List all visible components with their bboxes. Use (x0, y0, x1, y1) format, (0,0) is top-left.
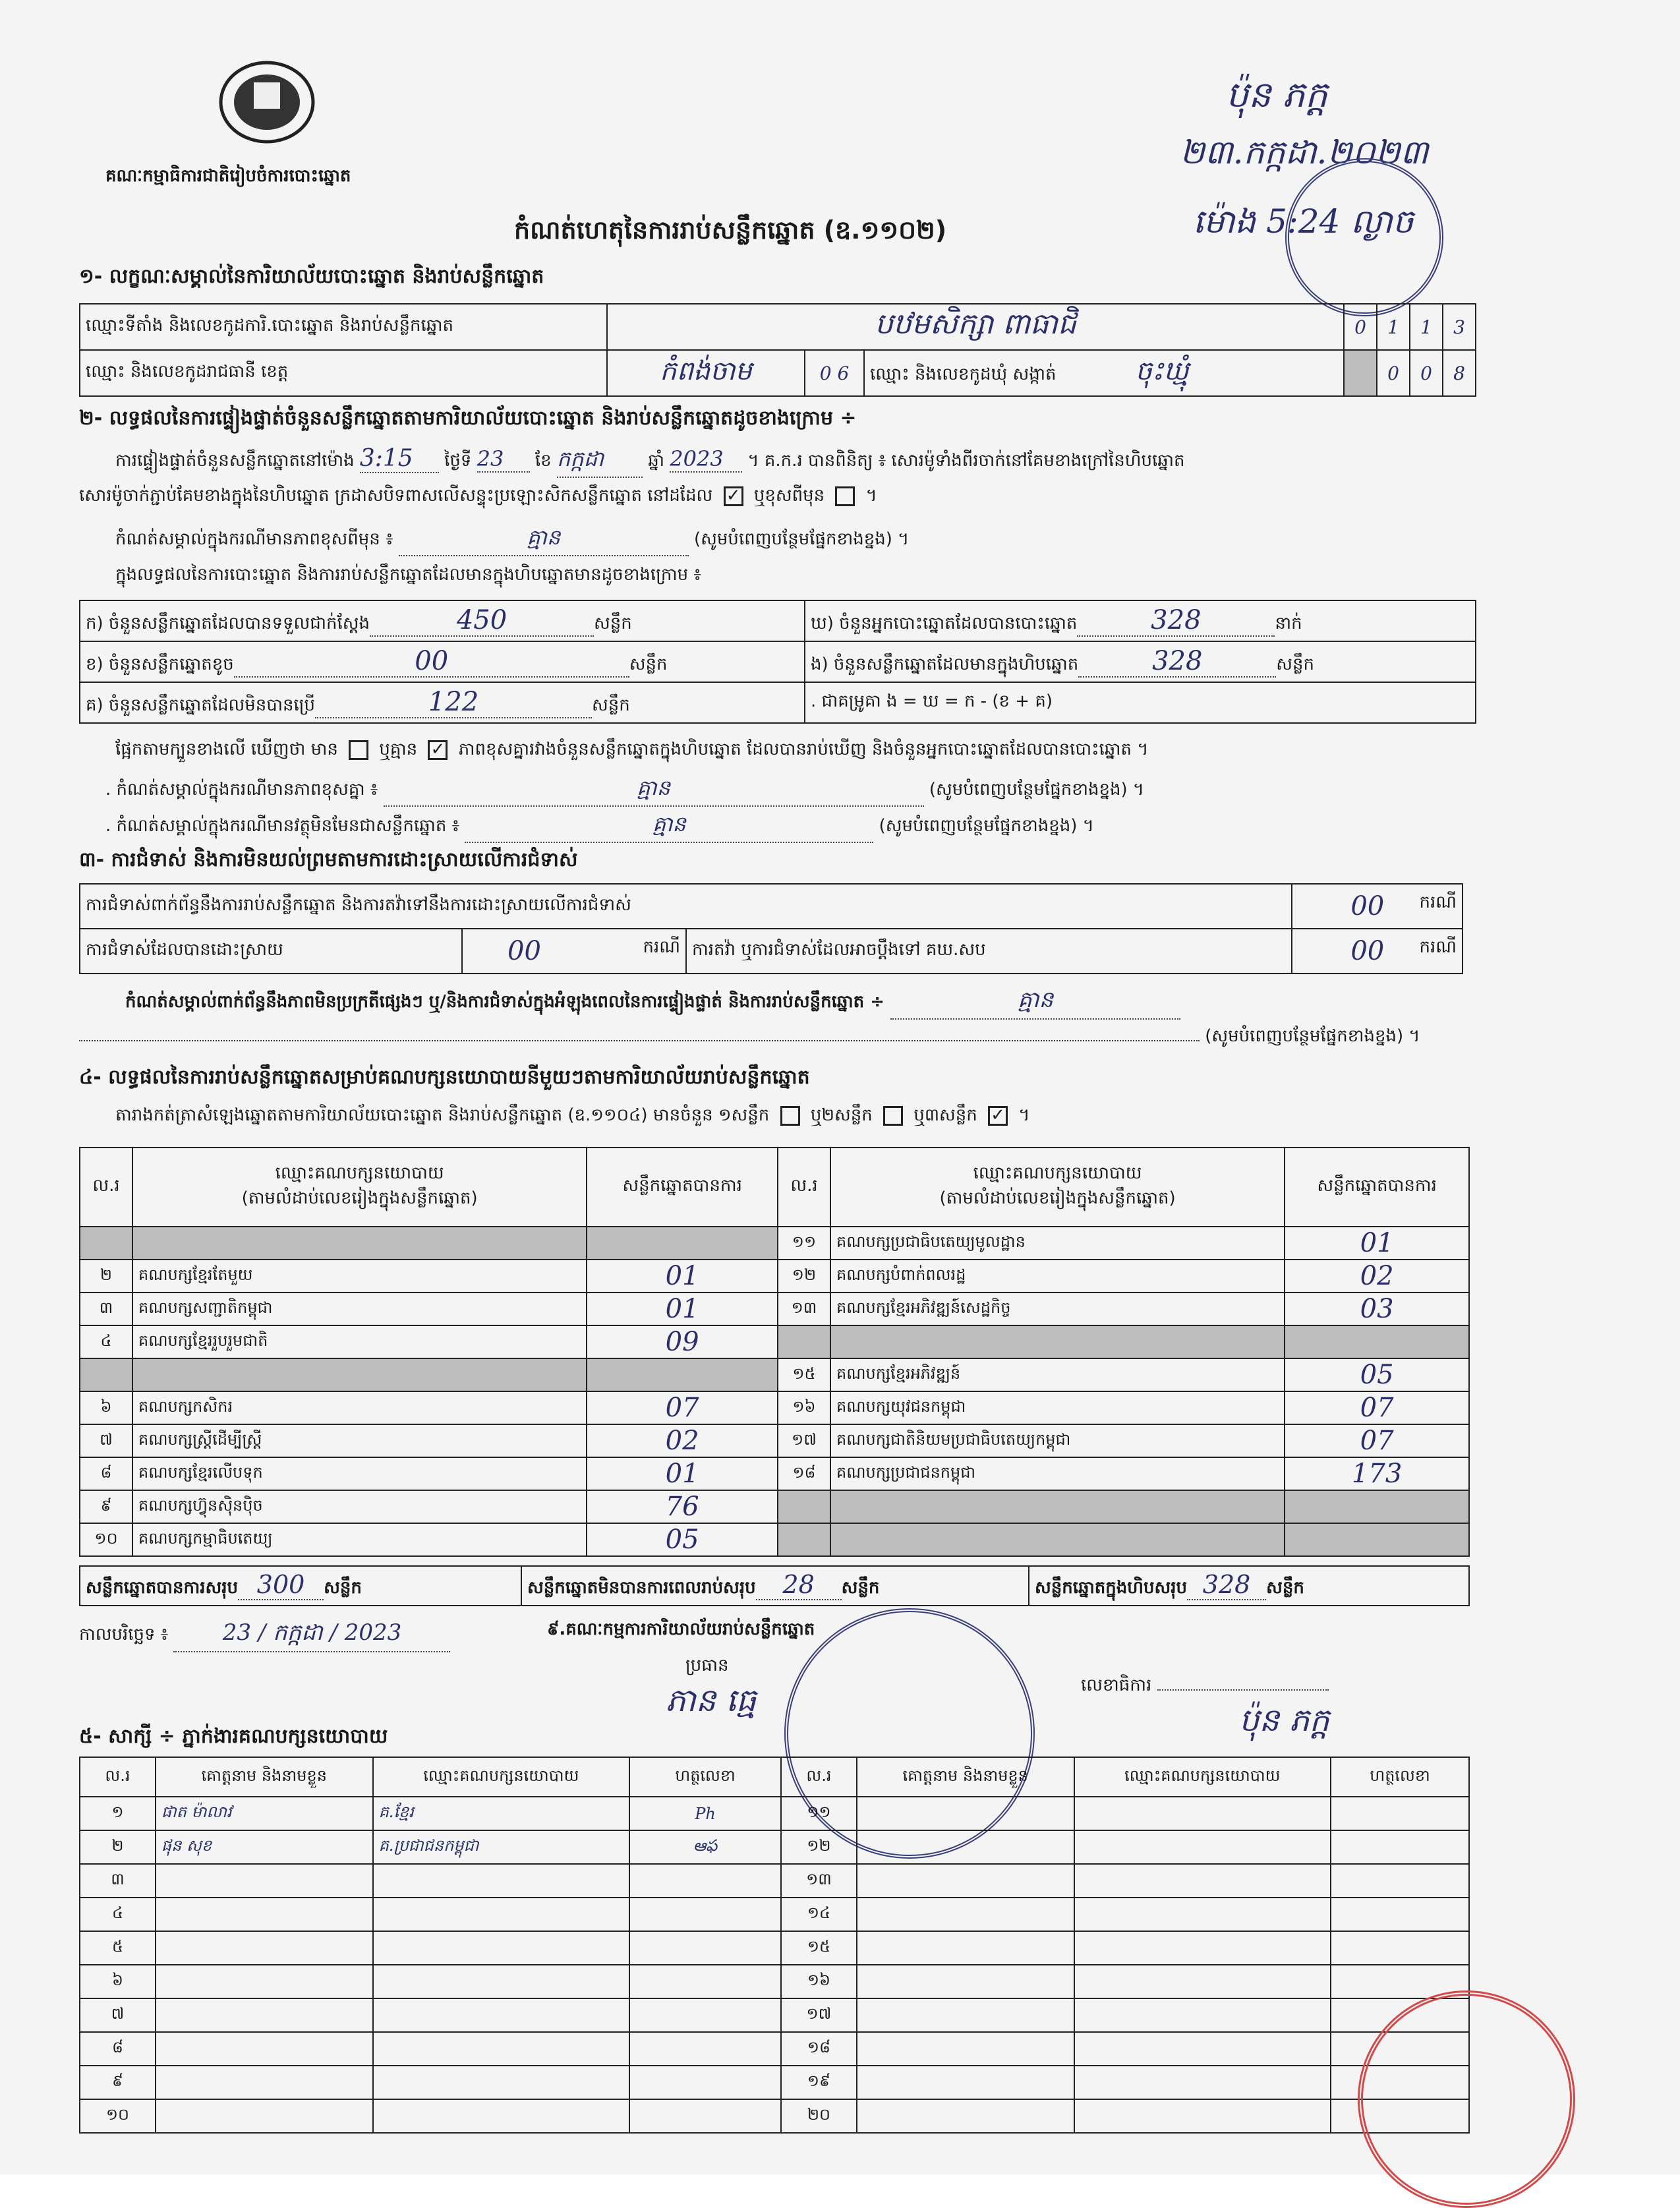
received-value: 450 (370, 605, 594, 637)
total-valid-value: 300 (238, 1570, 324, 1600)
has-discrepancy-checkbox[interactable] (349, 740, 368, 760)
formula: . ជាគម្រូគា ង = ឃ = ក - (ខ + គ) (805, 682, 1476, 723)
witness-name: ផាត ម៉ាលាវ (156, 1797, 373, 1830)
party-name: គណបក្សជាតិនិយមប្រជាធិបតេយ្យកម្ពុជា (830, 1424, 1285, 1457)
commune-label: ឈ្មោះ និងលេខកូដឃុំ សង្កាត់ (870, 364, 1057, 384)
witness-party (373, 1898, 630, 1931)
party-number: ៧ (80, 1424, 132, 1457)
verification-month: កក្កដា (557, 446, 643, 478)
witness-signature (629, 2066, 781, 2099)
witness-number: ១ (80, 1797, 156, 1830)
commune-code-digit: 0 (1410, 350, 1443, 396)
party-number: ៨ (80, 1457, 132, 1490)
col-party-sub: (តាមលំដាប់លេខរៀងក្នុងសន្លឹកឆ្នោត) (939, 1188, 1176, 1208)
party-votes (1285, 1325, 1469, 1358)
party-number: ២ (80, 1260, 132, 1293)
spoiled-label: ខ) ចំនួនសន្លឹកឆ្នោតខូច (86, 654, 234, 674)
witness-party (1074, 1931, 1331, 1965)
witness-number: ១២ (781, 1830, 857, 1864)
witness-name (156, 2099, 373, 2133)
verification-year: 2023 (670, 446, 742, 473)
party-number: ១៦ (778, 1391, 830, 1424)
same-checkbox[interactable]: ✓ (724, 486, 743, 506)
party-votes (1285, 1490, 1469, 1523)
province-code: 0 (819, 362, 832, 384)
witness-name (857, 2032, 1074, 2066)
witness-number: ១៥ (781, 1931, 857, 1965)
party-votes: 01 (1285, 1227, 1469, 1260)
party-votes: 02 (1285, 1260, 1469, 1293)
witness-party (1074, 1898, 1331, 1931)
witness-number: ១៦ (781, 1965, 857, 1998)
col-party: ឈ្មោះគណបក្សនយោបាយ (1074, 1757, 1331, 1797)
col-party: ឈ្មោះគណបក្សនយោបាយ (973, 1163, 1142, 1183)
witness-signature (629, 2032, 781, 2066)
discrepancy-line: ផ្អែកតាមក្បួនខាងលើ ឃើញថា មាន ឬគ្មាន ✓ ភាពខុសគ្នារវាងចំនួនសន្លឹកឆ្នោតក្នុងហិបឆ្នោត ដែលបានរាប់ឃើញ និងចំនួនអ្នកបោះឆ្នោតដែលបានបោះឆ្នោត ។ (115, 739, 1149, 759)
irregularity-hint: (សូមបំពេញបន្ថែមផ្នែកខាងខ្នង) ។ (1205, 1026, 1420, 1046)
witness-number: ១០ (80, 2099, 156, 2133)
col-signature: ហត្ថលេខា (629, 1757, 781, 1797)
witness-name (156, 1965, 373, 1998)
col-no: ល.រ (778, 1148, 830, 1227)
col-party-sub: (តាមលំដាប់លេខរៀងក្នុងសន្លឹកឆ្នោត) (241, 1188, 478, 1208)
witness-party (373, 1998, 630, 2032)
complaints-table: ការជំទាស់ពាក់ព័ន្ធនឹងការរាប់សន្លឹកឆ្នោត និងការតវ៉ាទៅនឹងការដោះស្រាយលើការជំទាស់ 00 ករណី ការជំទាស់ដែលបានដោះស្រាយ 00 ករណី ការតវ៉ា ឬការជំទាស់ដែលអាចប្តឹងទៅ គឃ.សប 00 ករណី (79, 883, 1463, 974)
witness-name (857, 1965, 1074, 1998)
witness-party (1074, 2032, 1331, 2066)
party-name (132, 1358, 587, 1391)
handwritten-date: ២៣.កក្កដា.២០២៣ (1180, 133, 1429, 171)
secretary-signature: ប៉ុន ភក្ត (1239, 1702, 1330, 1739)
col-votes: សន្លឹកឆ្នោតបានការ (1285, 1148, 1469, 1227)
party-name: គណបក្សខ្មែរអភិវឌ្ឍន៍ (830, 1358, 1285, 1391)
party-number: ១២ (778, 1260, 830, 1293)
col-signature: ហត្ថលេខា (1331, 1757, 1469, 1797)
party-votes (587, 1358, 778, 1391)
party-name: គណបក្សខ្មែរអភិវឌ្ឍន៍សេដ្ឋកិច្ច (830, 1293, 1285, 1325)
witness-party (1074, 1998, 1331, 2032)
voters-label: ឃ) ចំនួនអ្នកបោះឆ្នោតដែលបានបោះឆ្នោត (811, 613, 1078, 633)
unused-value: 122 (315, 687, 592, 718)
witness-signature (629, 1998, 781, 2032)
witness-name (156, 1898, 373, 1931)
witness-party (373, 2066, 630, 2099)
voters-value: 328 (1077, 605, 1275, 637)
party-name: គណបក្សកម្មាធិបតេយ្យ (132, 1523, 587, 1556)
president-signature: ភាន ធ្មេ (666, 1682, 757, 1719)
no-discrepancy-checkbox[interactable]: ✓ (428, 740, 448, 760)
totals-table: សន្លឹកឆ្នោតបានការសរុប 300 សន្លឹក សន្លឹកឆ្នោតមិនបានការពេលរាប់សរុប 28 សន្លឹក សន្លឹកឆ្នោតក្នុងហិបសរុប 328 សន្លឹក (79, 1565, 1470, 1606)
party-name (830, 1325, 1285, 1358)
party-name: គណបក្សបំពាក់ពលរដ្ឋ (830, 1260, 1285, 1293)
party-votes (587, 1227, 778, 1260)
party-number: ៣ (80, 1293, 132, 1325)
party-name: គណបក្សខ្មែរតែមួយ (132, 1260, 587, 1293)
witness-number: ៥ (80, 1931, 156, 1965)
witness-name (857, 1998, 1074, 2032)
witness-number: ១៣ (781, 1864, 857, 1898)
total-valid-label: សន្លឹកឆ្នោតបានការសរុប (86, 1578, 239, 1598)
witness-name (857, 1797, 1074, 1830)
witness-number: ៩ (80, 2066, 156, 2099)
witness-party (373, 1965, 630, 1998)
witness-number: ២ (80, 1830, 156, 1864)
witness-number: ៧ (80, 1998, 156, 2032)
witness-name (156, 1864, 373, 1898)
emblem-icon (217, 59, 316, 145)
handwritten-time: ម៉ោង 5:24 ល្ងាច (1193, 202, 1414, 241)
party-name: គណបក្សស្ត្រីដើម្បីស្ត្រី (132, 1424, 587, 1457)
party-name: គណបក្សប្រជាជនកម្ពុជា (830, 1457, 1285, 1490)
resolved-label: ការជំទាស់ដែលបានដោះស្រាយ (80, 929, 462, 973)
witness-number: ៦ (80, 1965, 156, 1998)
witness-table (79, 1757, 1470, 2134)
party-name: គណបក្សយុវជនកម្ពុជា (830, 1391, 1285, 1424)
party-votes: 01 (587, 1293, 778, 1325)
commune-code-digit: 0 (1377, 350, 1410, 396)
committee-label: ៩.គណៈកម្មការការិយាល័យរាប់សន្លឹកឆ្នោត (547, 1619, 815, 1639)
party-number: ៤ (80, 1325, 132, 1358)
witness-signature (629, 2099, 781, 2133)
party-number (778, 1523, 830, 1556)
witness-number: ១៨ (781, 2032, 857, 2066)
station-code-digit: 0 (1344, 304, 1377, 350)
party-number: ១៣ (778, 1293, 830, 1325)
witness-signature (629, 1965, 781, 1998)
station-name-label: ឈ្មោះទីតាំង និងលេខកូដការិ.បោះឆ្នោត និងរាប់សន្លឹកឆ្នោត (80, 304, 607, 350)
discrepancy-note-value: គ្មាន (384, 774, 924, 807)
station-name-value: បឋមសិក្សា ពាធាជិ (607, 304, 1344, 350)
witness-party: គ.ខ្មែរ (373, 1797, 630, 1830)
foreign-object-note: . កំណត់សម្គាល់ក្នុងករណីមានវត្ថុមិនមែនជាសន្លឹកឆ្នោត ៖ គ្មាន (សូមបំពេញបន្ថែមផ្នែកខាងខ្នង) ។ (105, 811, 1094, 843)
witness-signature (1331, 1830, 1469, 1864)
party-number: ១៨ (778, 1457, 830, 1490)
station-code-digit: 3 (1443, 304, 1476, 350)
section-4-heading: ៤- លទ្ធផលនៃការរាប់សន្លឹកឆ្នោតសម្រាប់គណបក្សនយោបាយនីមួយៗតាមការិយាល័យរាប់សន្លឹកឆ្នោត (79, 1066, 810, 1089)
date-line: កាលបរិច្ឆេទ ៖ 23 / កក្កដា / 2023 (79, 1618, 450, 1652)
col-name: គោត្តនាម និងនាមខ្លួន (156, 1757, 373, 1797)
witness-name (857, 1830, 1074, 1864)
total-box-value: 328 (1187, 1570, 1266, 1600)
col-name: គោត្តនាម និងនាមខ្លួន (857, 1757, 1074, 1797)
party-number: ៦ (80, 1391, 132, 1424)
witness-party (1074, 1830, 1331, 1864)
party-votes: 173 (1285, 1457, 1469, 1490)
party-number: ៩ (80, 1490, 132, 1523)
party-name: គណបក្សខ្មែរលើបទុក (132, 1457, 587, 1490)
witness-name (857, 1864, 1074, 1898)
discrepancy-note: . កំណត់សម្គាល់ក្នុងករណីមានភាពខុសគ្នា ៖ គ្មាន (សូមបំពេញបន្ថែមផ្នែកខាងខ្នង) ។ (105, 774, 1144, 807)
received-label: ក) ចំនួនសន្លឹកឆ្នោតដែលបានទទួលជាក់ស្តែង (86, 613, 370, 633)
one-sheet-checkbox[interactable] (780, 1106, 800, 1126)
org-name: គណៈកម្មាធិការជាតិរៀបចំការបោះឆ្នោត (105, 166, 351, 186)
total-invalid-label: សន្លឹកឆ្នោតមិនបានការពេលរាប់សរុប (527, 1578, 756, 1598)
party-name: គណបក្សប្រជាធិបតេយ្យមូលដ្ឋាន (830, 1227, 1285, 1260)
witness-party (1074, 1864, 1331, 1898)
commune-code-digit: 8 (1443, 350, 1476, 396)
col-party: ឈ្មោះគណបក្សនយោបាយ (373, 1757, 630, 1797)
party-votes: 07 (1285, 1391, 1469, 1424)
in-box-label: ង) ចំនួនសន្លឹកឆ្នោតដែលមានក្នុងហិបឆ្នោត (811, 654, 1079, 674)
ballot-count-table: ក) ចំនួនសន្លឹកឆ្នោតដែលបានទទួលជាក់ស្តែង 450 សន្លឹក ឃ) ចំនួនអ្នកបោះឆ្នោតដែលបានបោះឆ្នោត 328 នាក់ ខ) ចំនួនសន្លឹកឆ្នោតខូច 00 សន្លឹក ង) ចំនួនសន្លឹកឆ្នោតដែលមានក្នុងហិបឆ្នោត 328 សន្លឹក គ) ចំនួនសន្លឹកឆ្នោតដែលមិនបានប្រើ 122 សន្លឹក . ជាគម្រូគា ង = ឃ = ក - (ខ + គ) (79, 600, 1476, 724)
witness-signature (629, 1864, 781, 1898)
witness-number: ១៩ (781, 2066, 857, 2099)
foreign-object-value: គ្មាន (465, 811, 873, 843)
page-title: កំណត់ហេតុនៃការរាប់សន្លឹកឆ្នោត (ឧ.១១០២) (514, 216, 947, 245)
party-votes: 09 (587, 1325, 778, 1358)
station-code-digit: 1 (1410, 304, 1443, 350)
date-value: 23 / កក្កដា / 2023 (173, 1618, 450, 1652)
party-votes: 05 (1285, 1358, 1469, 1391)
party-name: គណបក្សហ៊្វុនស៊ិនប៉ិច (132, 1490, 587, 1523)
witness-name (857, 1898, 1074, 1931)
witness-party (373, 1864, 630, 1898)
seal-check-line: សោរម៉ូចាក់ភ្ជាប់គែមខាងក្នុងនៃហិបឆ្នោត ក្រដាសបិទពាសលើសន្ទុះប្រឡោះសិកសន្លឹកឆ្នោត នៅដដែល ✓ ឬខុសពីមុន ។ (79, 485, 877, 506)
province-label: ឈ្មោះ និងលេខកូដរាជធានី ខេត្ត (80, 350, 607, 396)
spoiled-value: 00 (234, 646, 629, 678)
in-box-value: 328 (1078, 646, 1276, 678)
witness-signature (1331, 1931, 1469, 1965)
party-votes (1285, 1523, 1469, 1556)
unused-label: គ) ចំនួនសន្លឹកឆ្នោតដែលមិនបានប្រើ (86, 695, 315, 715)
witness-number: ១៧ (781, 1998, 857, 2032)
party-number (80, 1358, 132, 1391)
witness-name (156, 2066, 373, 2099)
diff-note-value: គ្មាន (399, 524, 689, 556)
verification-day: 23 (477, 446, 530, 473)
witness-number: ២០ (781, 2099, 857, 2133)
party-votes: 03 (1285, 1293, 1469, 1325)
witness-party (373, 1931, 630, 1965)
commune-value: ចុះឃ្មុំ (1135, 355, 1189, 386)
party-name (830, 1523, 1285, 1556)
witness-number: ១១ (781, 1797, 857, 1830)
col-votes: សន្លឹកឆ្នោតបានការ (587, 1148, 778, 1227)
witness-party: គ.ប្រជាជនកម្ពុជា (373, 1830, 630, 1864)
province-value: កំពង់ចាម (660, 355, 752, 386)
witness-signature (629, 1931, 781, 1965)
province-code: 6 (837, 362, 850, 384)
party-name: គណបក្សសញ្ជាតិកម្ពុជា (132, 1293, 587, 1325)
witness-name (156, 1998, 373, 2032)
two-sheet-checkbox[interactable] (883, 1106, 903, 1126)
witness-number: ៤ (80, 1898, 156, 1931)
result-intro: ក្នុងលទ្ធផលនៃការបោះឆ្នោត និងការរាប់សន្លឹកឆ្នោតដែលមានក្នុងហិបឆ្នោតមានដូចខាងក្រោម ៖ (115, 565, 701, 585)
col-no: ល.រ (781, 1757, 857, 1797)
different-checkbox[interactable] (835, 486, 855, 506)
section-5-heading: ៥- សាក្សី ÷ ភ្នាក់ងារគណបក្សនយោបាយ (79, 1725, 388, 1748)
diff-note-line: កំណត់សម្គាល់ក្នុងករណីមានភាពខុសពីមុន ៖ គ្មាន (សូមបំពេញបន្ថែមផ្នែកខាងខ្នង) ។ (115, 524, 909, 556)
party-number (778, 1325, 830, 1358)
party-votes: 01 (587, 1457, 778, 1490)
resolved-value: 00 (507, 936, 541, 966)
station-code-digit: 1 (1377, 304, 1410, 350)
party-number: ១០ (80, 1523, 132, 1556)
verification-time: 3:15 (360, 445, 439, 473)
party-number: ១១ (778, 1227, 830, 1260)
party-votes: 76 (587, 1490, 778, 1523)
party-results-table (79, 1147, 1470, 1557)
witness-name (857, 2066, 1074, 2099)
appeal-label: ការតវ៉ា ឬការជំទាស់ដែលអាចប្តឹងទៅ គឃ.សប (686, 929, 1292, 973)
handwritten-note: ប៉ុន ភក្ត (1226, 74, 1328, 115)
party-name: គណបក្សខ្មែររួបរួមជាតិ (132, 1325, 587, 1358)
appeal-value: 00 (1350, 936, 1385, 966)
witness-name (857, 1931, 1074, 1965)
station-id-table (79, 303, 1476, 397)
party-name: គណបក្សកសិករ (132, 1391, 587, 1424)
witness-party (1074, 1797, 1331, 1830)
party-name (132, 1227, 587, 1260)
witness-name (857, 2099, 1074, 2133)
party-number: ១៧ (778, 1424, 830, 1457)
witness-party (373, 2099, 630, 2133)
witness-party (373, 2032, 630, 2066)
witness-number: ៣ (80, 1864, 156, 1898)
complaint-label: ការជំទាស់ពាក់ព័ន្ធនឹងការរាប់សន្លឹកឆ្នោត និងការតវ៉ាទៅនឹងការដោះស្រាយលើការជំទាស់ (80, 884, 1292, 929)
witness-signature: ఆఫ (629, 1830, 781, 1864)
irregularity-note: កំណត់សម្គាល់ពាក់ព័ន្ធនឹងភាពមិនប្រក្រតីផ្សេងៗ ឬ/និងការជំទាស់ក្នុងអំឡុងពេលនៃការផ្ទៀងផ្ទាត់ និងការរាប់សន្លឹកឆ្នោត ÷ គ្មាន (125, 985, 1180, 1020)
witness-party (1074, 1965, 1331, 1998)
witness-signature (1331, 1797, 1469, 1830)
col-no: ល.រ (80, 1148, 132, 1227)
witness-name: ផុន សុខ (156, 1830, 373, 1864)
party-votes: 05 (587, 1523, 778, 1556)
party-number (778, 1490, 830, 1523)
col-no: ល.រ (80, 1757, 156, 1797)
complaint-value: 00 (1350, 891, 1385, 921)
party-votes: 01 (587, 1260, 778, 1293)
section-1-heading: ១- លក្ខណៈសម្គាល់នៃការិយាល័យបោះឆ្នោត និងរាប់សន្លឹកឆ្នោត (79, 265, 544, 288)
irregularity-value: គ្មាន (890, 985, 1180, 1020)
total-invalid-value: 28 (756, 1570, 842, 1600)
secretary-label: លេខាធិការ (1081, 1675, 1152, 1695)
witness-number: ៨ (80, 2032, 156, 2066)
witness-signature (629, 1898, 781, 1931)
party-votes: 07 (1285, 1424, 1469, 1457)
witness-party (1074, 2099, 1331, 2133)
witness-signature: Ph (629, 1797, 781, 1830)
witness-signature (1331, 1864, 1469, 1898)
verification-line: ការផ្ទៀងផ្ទាត់ចំនួនសន្លឹកឆ្នោតនៅម៉ោង 3:15 ថ្ងៃទី 23 ខែ កក្កដា ឆ្នាំ 2023 ។ គ.ក.រ បានពិនិត្យ ៖ សោរម៉ូទាំងពីរចាក់នៅគែមខាងក្រៅនៃហិបឆ្នោត (115, 445, 1185, 478)
official-stamp-top (1285, 158, 1443, 316)
witness-name (156, 2032, 373, 2066)
col-party: ឈ្មោះគណបក្សនយោបាយ (275, 1163, 444, 1183)
party-number (80, 1227, 132, 1260)
witness-party (1074, 2066, 1331, 2099)
total-box-label: សន្លឹកឆ្នោតក្នុងហិបសរុប (1035, 1578, 1188, 1598)
witness-number: ១៤ (781, 1898, 857, 1931)
three-sheet-checkbox[interactable]: ✓ (988, 1106, 1008, 1126)
party-votes: 07 (587, 1391, 778, 1424)
section-2-heading: ២- លទ្ធផលនៃការផ្ទៀងផ្ទាត់ចំនួនសន្លឹកឆ្នោតតាមការិយាល័យបោះឆ្នោត និងរាប់សន្លឹកឆ្នោតដូចខាងក្រោម ÷ (79, 407, 857, 430)
witness-signature (1331, 1898, 1469, 1931)
party-name (830, 1490, 1285, 1523)
party-number: ១៥ (778, 1358, 830, 1391)
section-3-heading: ៣- ការជំទាស់ និងការមិនយល់ព្រមតាមការដោះស្រាយលើការជំទាស់ (79, 848, 578, 871)
tally-sheet-line: តារាងកត់ត្រាសំឡេងឆ្នោតតាមការិយាល័យបោះឆ្នោត និងរាប់សន្លឹកឆ្នោត (ឧ.១១០៤) មានចំនួន ១សន្លឹក ឬ២សន្លឹក ឬ៣សន្លឹក ✓ ។ (115, 1105, 1030, 1125)
witness-name (156, 1931, 373, 1965)
party-votes: 02 (587, 1424, 778, 1457)
red-stamp (1358, 1990, 1575, 2208)
president-label: ប្រធាន (685, 1656, 729, 1675)
